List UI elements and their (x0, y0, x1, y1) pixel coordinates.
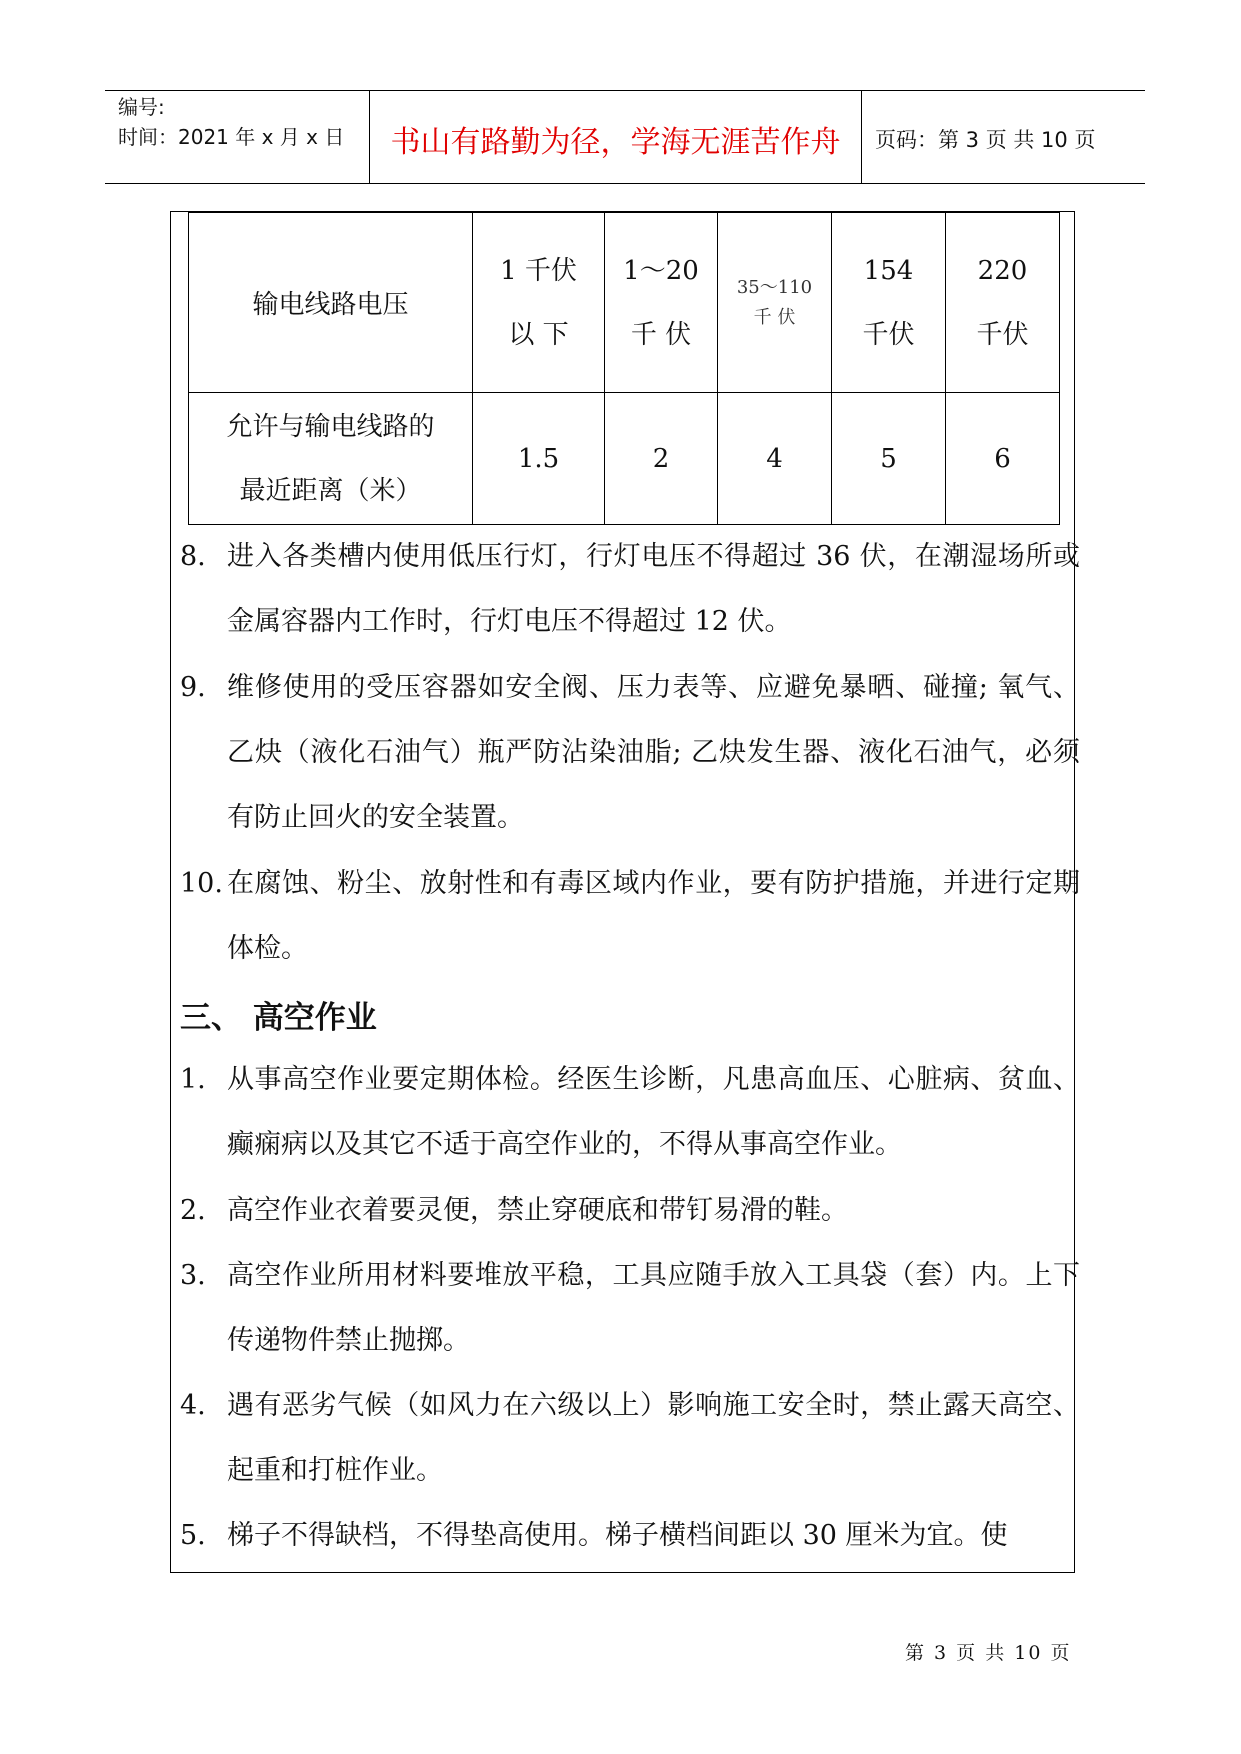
table-row (189, 393, 1060, 525)
list-item: 4. 遇有恶劣气候（如风力在六级以上）影响施工安全时，禁止露天高空、起重和打桩作业。 (180, 1390, 1080, 1486)
table-row-header: 允许与输电线路的 最近距离（米） (189, 393, 473, 525)
table-cell: 220 千伏 (946, 213, 1060, 393)
table-cell: 35～110 千 伏 (718, 213, 832, 393)
footer-page-number: 第 3 页 共 10 页 (905, 1642, 1072, 1664)
header-bottom-rule (105, 183, 1145, 184)
table-cell: 1.5 (473, 393, 605, 525)
table-row (189, 213, 1060, 393)
table-cell: 5 (832, 393, 946, 525)
voltage-distance-table (188, 212, 1060, 525)
table-cell: 4 (718, 393, 832, 525)
list-item: 1. 从事高空作业要定期体检。经医生诊断，凡患高血压、心脏病、贫血、癫痫病以及其它不适于高空作业的，不得从事高空作业。 (180, 1064, 1080, 1160)
header-motto: 书山有路勤为径，学海无涯苦作舟 (390, 125, 841, 160)
table-row-header: 输电线路电压 (189, 213, 473, 393)
list-item: 5. 梯子不得缺档，不得垫高使用。梯子横档间距以 30 厘米为宜。使 (180, 1520, 1008, 1551)
table-cell: 1 千伏 以 下 (473, 213, 605, 393)
section-heading: 三、 高空作业 (180, 1000, 377, 1036)
table-cell: 154 千伏 (832, 213, 946, 393)
list-item: 3. 高空作业所用材料要堆放平稳，工具应随手放入工具袋（套）内。上下传递物件禁止抛掷。 (180, 1260, 1080, 1356)
header-meta (118, 92, 344, 152)
table-cell: 6 (946, 393, 1060, 525)
code-label: 编号: (118, 95, 165, 119)
list-item: 8. 进入各类槽内使用低压行灯，行灯电压不得超过 36 伏，在潮湿场所或金属容器内工作时，行灯电压不得超过 12 伏。 (180, 541, 1080, 637)
list-item: 9. 维修使用的受压容器如安全阀、压力表等、应避免暴晒、碰撞; 氧气、乙炔（液化石油气）瓶严防沾染油脂; 乙炔发生器、液化石油气，必须有防止回火的安全装置。 (180, 672, 1080, 833)
table-cell: 2 (605, 393, 718, 525)
time-label: 时间：2021 年 x 月 x 日 (118, 125, 345, 149)
list-item: 2. 高空作业衣着要灵便，禁止穿硬底和带钉易滑的鞋。 (180, 1195, 848, 1226)
list-item: 10. 在腐蚀、粉尘、放射性和有毒区域内作业，要有防护措施，并进行定期体检。 (180, 868, 1080, 964)
table-cell: 1～20 千 伏 (605, 213, 718, 393)
header-top-rule (105, 90, 1145, 91)
header-page-label: 页码：第 3 页 共 10 页 (875, 128, 1096, 152)
header-divider (861, 90, 862, 183)
